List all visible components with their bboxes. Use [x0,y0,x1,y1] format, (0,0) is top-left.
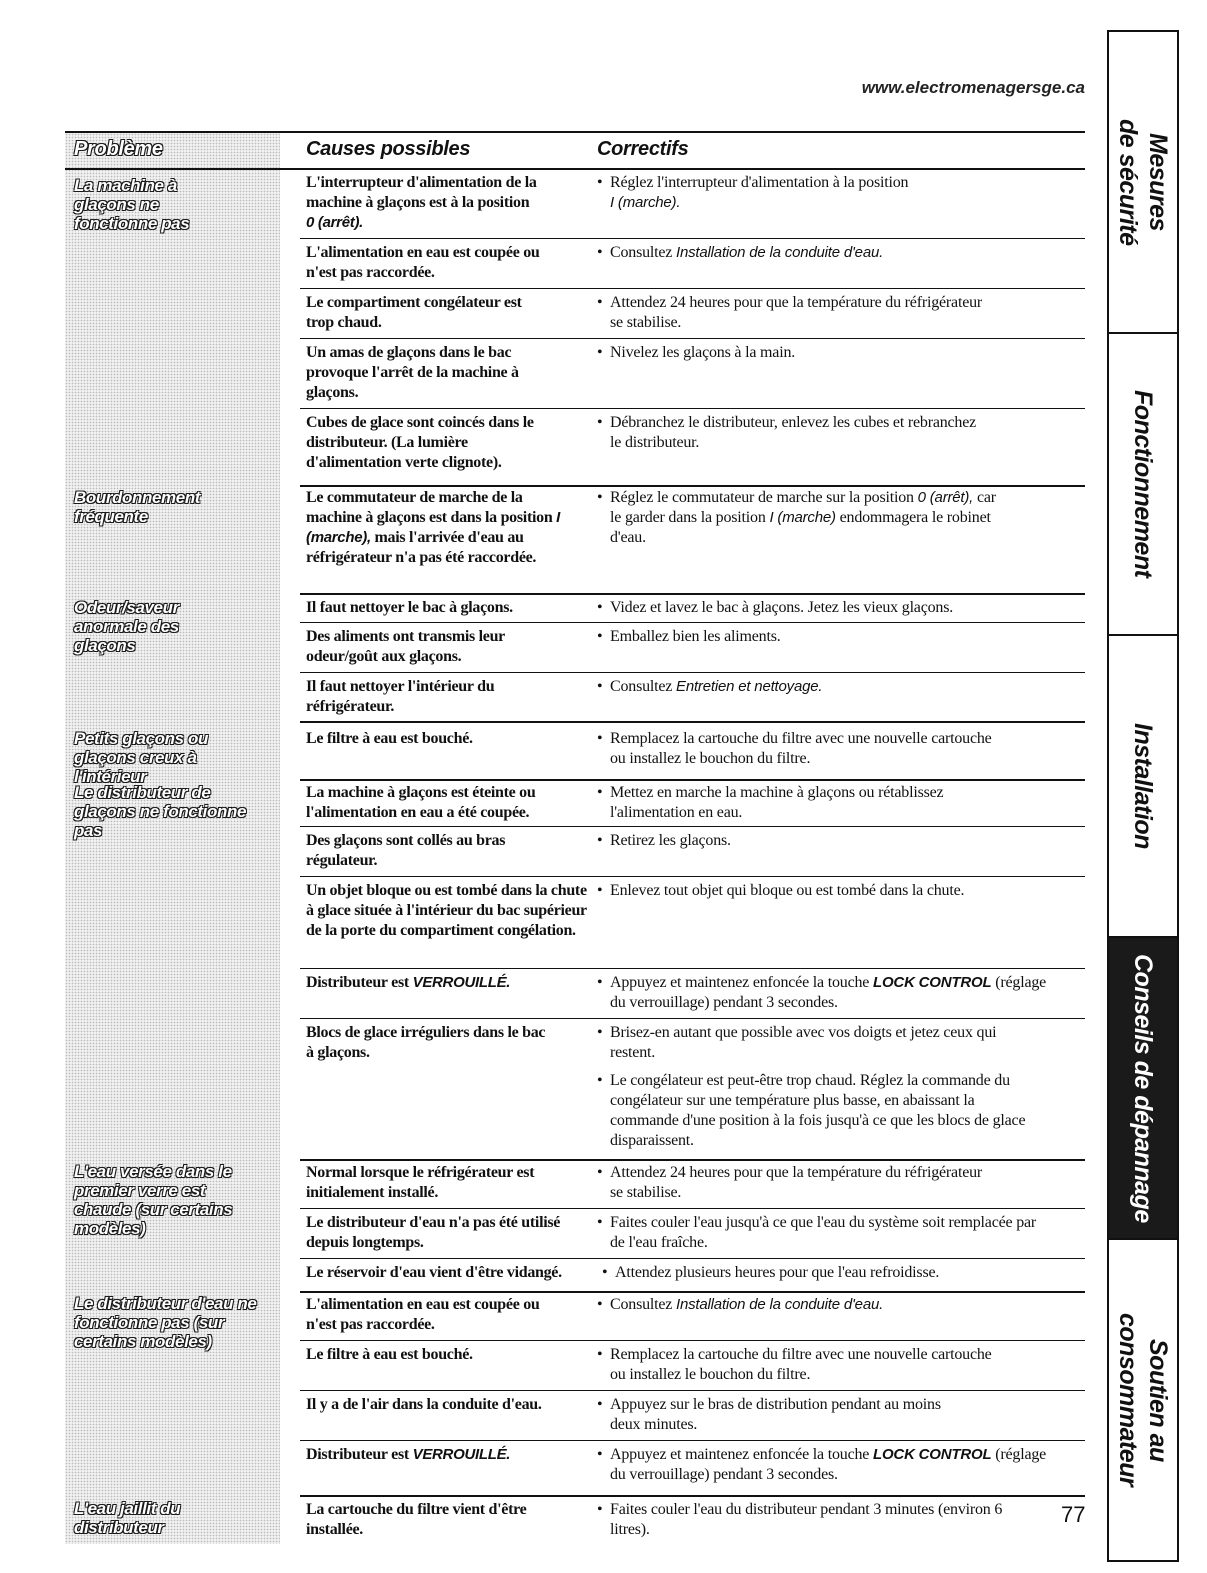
fix-text: • Remplacez la cartouche du filtre avec une nouvelle cartouche ou installez le bouchon du filtre. [597,1346,992,1383]
cause-text: Un amas de glaçons dans le bac provoque l'arrêt de la machine à glaçons. [306,344,519,401]
problem-water-spurts: L'eau jaillit du distributeur [74,1499,181,1537]
group-rule [300,779,1085,781]
fix-text: • Faites couler l'eau du distributeur pendant 3 minutes (environ 6 litres). [597,1501,1003,1538]
tab-safety[interactable] [1109,32,1177,334]
tab-label: Fonctionnement [1129,390,1157,578]
row-rule [300,1340,1085,1341]
row-rule [300,1440,1085,1441]
row-rule [300,288,1085,289]
problem-water-dispenser-not-working: Le distributeur d'eau ne fonctionne pas (sur certains modèles) [74,1294,257,1351]
row-rule [300,968,1085,969]
tab-label: Mesures de sécurité [1114,118,1172,246]
fix-text: • Retirez les glaçons. [597,832,731,849]
fix-text: • Remplacez la cartouche du filtre avec une nouvelle cartouche ou installez le bouchon du filtre. [597,730,992,767]
cause-text: Le distributeur d'eau n'a pas été utilisé depuis longtemps. [306,1214,561,1251]
tab-consumer-support[interactable] [1109,1240,1177,1560]
fix-text: • Consultez Installation de la conduite d'eau. [597,1296,884,1313]
problem-ice-maker-not-working: La machine à glaçons ne fonctionne pas [74,176,190,233]
problem-ice-dispenser-not-working: Le distributeur de glaçons ne fonctionne pas [74,783,247,840]
group-rule [300,1495,1085,1497]
group-rule [300,1159,1085,1161]
cause-text: Normal lorsque le réfrigérateur est initialement installé. [306,1164,535,1201]
cause-text: L'interrupteur d'alimentation de la machine à glaçons est à la position 0 (arrêt). [306,174,537,231]
tab-label: Installation [1129,723,1157,849]
header-problem: Problème [74,138,163,160]
cause-text: Des aliments ont transmis leur odeur/goût aux glaçons. [306,628,505,665]
cause-text: Il y a de l'air dans la conduite d'eau. [306,1396,542,1413]
cause-text: L'alimentation en eau est coupée ou n'est pas raccordée. [306,1296,540,1333]
cause-text: Il faut nettoyer le bac à glaçons. [306,599,513,616]
fix-text: • Débranchez le distributeur, enlevez les cubes et rebranchez le distributeur. [597,414,977,451]
cause-text: Le compartiment congélateur est trop chaud. [306,294,522,331]
cause-text: Il faut nettoyer l'intérieur du réfrigérateur. [306,678,495,715]
tab-installation[interactable] [1109,636,1177,938]
row-rule [300,1018,1085,1019]
tab-troubleshooting[interactable] [1109,938,1177,1240]
row-rule [300,1208,1085,1209]
fix-text: • Videz et lavez le bac à glaçons. Jetez les vieux glaçons. [597,599,954,616]
fix-text: • Attendez 24 heures pour que la température du réfrigérateur se stabilise. [597,294,983,331]
fix-text: • Appuyez et maintenez enfoncée la touche LOCK CONTROL (réglage du verrouillage) pendant 3 secondes. [597,974,1047,1011]
tab-operation[interactable] [1109,334,1177,636]
section-sidebar [1107,30,1179,1562]
fix-text: • Mettez en marche la machine à glaçons ou rétablissez l'alimentation en eau. [597,784,944,821]
row-rule [300,238,1085,239]
fix-text: • Réglez l'interrupteur d'alimentation à la position I (marche). [597,174,909,211]
fix-text: • Appuyez et maintenez enfoncée la touche LOCK CONTROL (réglage du verrouillage) pendant 3 secondes. [597,1446,1047,1483]
fix-text: • Nivelez les glaçons à la main. [597,344,796,361]
group-rule [300,593,1085,595]
cause-text: Distributeur est VERROUILLÉ. [306,1446,511,1463]
cause-text: Des glaçons sont collés au bras régulateur. [306,832,506,869]
row-rule [300,672,1085,673]
tab-label: Conseils de dépannage [1129,953,1157,1223]
row-rule [300,338,1085,339]
fix-text: • Appuyez sur le bras de distribution pendant au moins deux minutes. [597,1396,941,1433]
row-rule [300,876,1085,877]
problem-first-glass-warm: L'eau versée dans le premier verre est chaude (sur certains modèles) [74,1162,233,1238]
problem-odor-taste: Odeur/saveur anormale des glaçons [74,598,179,655]
cause-text: Le filtre à eau est bouché. [306,1346,473,1363]
header-causes: Causes possibles [306,138,471,160]
tab-label: Soutien au consommateur [1114,1313,1172,1487]
problem-small-hollow-cubes: Petits glaçons ou glaçons creux à l'intérieur [74,729,208,786]
header-fixes: Correctifs [597,138,689,160]
cause-text: Blocs de glace irréguliers dans le bac à glaçons. [306,1024,546,1061]
row-rule [300,408,1085,409]
fix-text: • Faites couler l'eau jusqu'à ce que l'eau du système soit remplacée par de l'eau fraîche. [597,1214,1037,1251]
row-rule [300,622,1085,623]
fix-text: • Enlevez tout objet qui bloque ou est tombé dans la chute. [597,882,965,899]
cause-text: La cartouche du filtre vient d'être installée. [306,1501,527,1538]
page-number: 77 [1061,1502,1086,1527]
fix-text: • Consultez Entretien et nettoyage. [597,678,823,695]
fix-text: • Le congélateur est peut-être trop chaud. Réglez la commande du congélateur sur une température plus basse, en abaissant la commande d'une position à la fois jusqu'à ce que les blocs de glace disparaissent. [597,1072,1026,1149]
cause-text: Le commutateur de marche de la machine à glaçons est dans la position I (marche), mais l'arrivée d'eau au réfrigérateur n'a pas été raccordée. [306,489,560,566]
cause-text: L'alimentation en eau est coupée ou n'est pas raccordée. [306,244,540,281]
cause-text: Un objet bloque ou est tombé dans la chute à glace située à l'intérieur du bac supérieur de la porte du compartiment congélation. [306,882,587,939]
fix-text: • Emballez bien les aliments. [597,628,781,645]
cause-text: Le réservoir d'eau vient d'être vidangé. [306,1264,562,1281]
header-bottom-rule [65,168,1085,170]
fix-text: • Réglez le commutateur de marche sur la position 0 (arrêt), car le garder dans la position I (marche) endommagera le robinet d'eau. [597,489,996,546]
problem-frequent-buzzing: Bourdonnement fréquente [74,488,201,526]
cause-text: Cubes de glace sont coincés dans le distributeur. (La lumière d'alimentation verte clignote). [306,414,534,471]
fix-text: • Consultez Installation de la conduite d'eau. [597,244,884,261]
row-rule [300,826,1085,827]
cause-text: Le filtre à eau est bouché. [306,730,473,747]
row-rule [300,1390,1085,1391]
fix-text: • Brisez-en autant que possible avec vos doigts et jetez ceux qui restent. [597,1024,997,1061]
fix-text: • Attendez plusieurs heures pour que l'eau refroidisse. [602,1264,940,1281]
group-rule [300,1291,1085,1293]
cause-text: La machine à glaçons est éteinte ou l'alimentation en eau a été coupée. [306,784,536,821]
website-url: www.electromenagersge.ca [861,78,1085,97]
cause-text: Distributeur est VERROUILLÉ. [306,974,511,991]
group-rule [300,721,1085,723]
group-rule [300,485,1085,487]
header-top-rule [65,131,1085,133]
row-rule [300,1258,1085,1259]
fix-text: • Attendez 24 heures pour que la température du réfrigérateur se stabilise. [597,1164,983,1201]
